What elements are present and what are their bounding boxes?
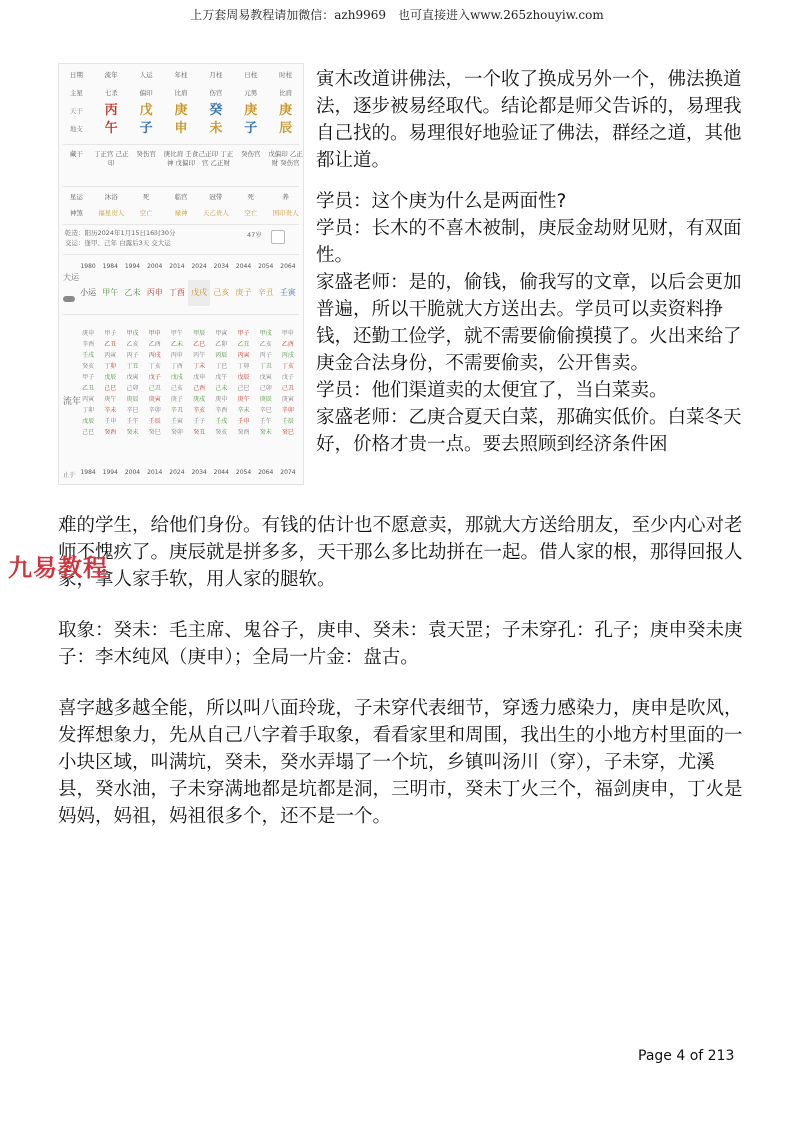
- liunian-cell: 庚子: [170, 396, 183, 403]
- end-years-row: [77, 466, 299, 480]
- chart-gods-row: [59, 86, 303, 100]
- liunian-cell: 庚辰: [259, 396, 272, 403]
- paragraph: 学员：他们渠道卖的太便宜了，当白菜卖。: [316, 380, 668, 401]
- liunian-cell: 乙丑: [104, 341, 117, 348]
- chart-hidden-row: [59, 150, 303, 178]
- chart-cell: 癸伤官: [240, 150, 261, 158]
- liunian-cell: 丁巳: [215, 363, 228, 370]
- chart-cell: 流年: [104, 71, 118, 79]
- liunian-cell: 壬辰: [281, 418, 294, 425]
- liunian-cell: 丙戌: [281, 352, 294, 359]
- liunian-cell: 壬子: [193, 418, 206, 425]
- liunian-cell: 癸巳: [281, 429, 294, 436]
- chart-cell: 死: [142, 193, 150, 201]
- chart-cell: 1984: [80, 469, 96, 476]
- chart-cell: 比肩: [174, 89, 188, 97]
- chart-cell: 空亡: [244, 209, 258, 217]
- chart-cell: 主星: [69, 89, 83, 97]
- chart-cell: 冠带: [209, 193, 223, 201]
- liunian-cell: 甲申: [281, 330, 294, 337]
- liunian-cell: 庚寅: [148, 396, 161, 403]
- liunian-cell: 癸亥: [215, 429, 228, 436]
- liunian-cell: 壬申: [237, 418, 250, 425]
- liunian-cell: 己亥: [170, 385, 183, 392]
- chart-cell: 日期: [69, 71, 83, 79]
- liunian-cell: 癸酉: [237, 429, 250, 436]
- chart-divider: [63, 254, 299, 255]
- chart-cell: 乙未: [124, 288, 141, 297]
- paragraph: 寅木改道讲佛法，一个收了换成另外一个，佛法换道法，逐步被易经取代。结论都是师父告诉的，易理我自己找的。易理很好地验证了佛法，群经之道，其他都让道。: [316, 69, 742, 171]
- liunian-cell: 己丑: [148, 385, 161, 392]
- liunian-cell: 戊子: [281, 374, 294, 381]
- chart-cell: 丙申: [146, 288, 163, 297]
- chart-cell: 2064: [280, 263, 296, 270]
- paragraph: 学员：这个庚为什么是两面性?: [316, 191, 567, 212]
- chart-labels-row: [59, 68, 303, 82]
- liunian-cell: 庚申: [82, 330, 95, 337]
- chart-info: [65, 228, 176, 248]
- liunian-cell: 戊午: [215, 374, 228, 381]
- chart-cell: 年柱: [174, 71, 188, 79]
- liunian-cell: 丁未: [193, 363, 206, 370]
- chart-cell: 藏干: [69, 150, 83, 158]
- liunian-cell: 丙寅: [82, 396, 95, 403]
- chart-cell: 天干: [69, 107, 83, 115]
- liunian-cell: 辛巳: [126, 407, 139, 414]
- liunian-cell: 戊申: [193, 374, 206, 381]
- liunian-cell: 丁酉: [170, 363, 183, 370]
- liunian-cell: 癸丑: [193, 429, 206, 436]
- watermark: 九易教程: [8, 554, 108, 582]
- chart-cell: 2054: [235, 469, 252, 476]
- liunian-cell: 丙申: [170, 352, 183, 359]
- chart-shensha-row: [59, 206, 303, 220]
- chart-cell: 2024: [169, 469, 185, 476]
- chart-cell: 壬寅: [279, 288, 296, 297]
- chart-cell: 死: [247, 193, 254, 201]
- liunian-cell: 辛酉: [215, 407, 228, 414]
- liunian-cell: 乙酉: [148, 341, 161, 348]
- spacer: [316, 174, 744, 188]
- liunian-cell: 丁丑: [126, 363, 139, 370]
- liunian-cell: 戊辰: [104, 374, 117, 381]
- liunian-cell: 丁亥: [148, 363, 161, 370]
- liunian-cell: 甲寅: [215, 330, 228, 337]
- chart-cell: 2014: [169, 263, 185, 270]
- liunian-cell: 辛卯: [281, 407, 294, 414]
- chart-cell: 伤官: [209, 89, 223, 97]
- liunian-cell: 戊寅: [126, 374, 139, 381]
- chart-cell: 2044: [235, 263, 252, 270]
- continued-paragraph: 难的学生，给他们身份。有钱的估计也不愿意卖，那就大方送给朋友，至少内心对老师不愧疚了。庚辰就是拼多多，天干那么多比劫拼在一起。借人家的根，那得回报人家，拿人家手软，用人家的腿软。: [58, 515, 743, 590]
- branch-cell: 午: [104, 121, 118, 136]
- chart-divider: [63, 224, 299, 225]
- liunian-cell: 戊子: [148, 374, 161, 381]
- liunian-cell: 己巳: [237, 385, 250, 392]
- chart-cell: 2034: [191, 469, 207, 476]
- chart-cell: 2004: [147, 263, 163, 270]
- end-label: 止于: [63, 472, 76, 479]
- liunian-cell: 丙午: [193, 352, 206, 359]
- chart-cell: 时柱: [279, 71, 293, 79]
- expand-icon[interactable]: [271, 230, 285, 244]
- chart-cell: 星运: [69, 193, 83, 201]
- branch-cell: 子: [244, 121, 258, 136]
- liunian-cell: 癸巳: [148, 429, 161, 436]
- liunian-cell: 己巳: [104, 385, 117, 392]
- chart-cell: 地支: [69, 125, 83, 133]
- chart-cell: 人运: [139, 71, 153, 79]
- paragraph: 家盛老师：乙庚合夏天白菜，那确实低价。白菜冬天好，价格才贵一点。要去照顾到经济条件困: [316, 407, 742, 455]
- chart-star-row: [59, 190, 303, 204]
- liunian-cell: 丙子: [126, 352, 139, 359]
- liunian-cell: 己未: [215, 385, 228, 392]
- liunian-cell: 甲戌: [259, 330, 272, 337]
- liunian-cell: 辛酉: [82, 341, 95, 348]
- chart-divider: [63, 186, 299, 187]
- liunian-cell: 戊辰: [237, 374, 250, 381]
- chart-info-line: 乾造：阳历2024年1月15日16时30分: [65, 229, 176, 237]
- chart-cell: 己亥: [213, 288, 230, 297]
- chart-cell: 2034: [213, 263, 229, 270]
- chart-cell: 1980: [80, 263, 96, 270]
- chart-cell: 沐浴: [104, 193, 118, 201]
- liunian-cell: 乙酉: [281, 341, 294, 348]
- liunian-cell: 己卯: [259, 385, 272, 392]
- chart-cell: 养: [282, 193, 289, 201]
- column-text: [316, 66, 744, 458]
- quxiang-paragraph: 取象：癸未：毛主席、鬼谷子，庚申、癸未：袁天罡；子未穿孔：孔子；庚申癸未庚子：李木纯风（庚申）；全局一片金：盘古。: [58, 620, 743, 668]
- dayun-years-row: [77, 260, 299, 274]
- chart-cell: 神煞: [69, 209, 83, 217]
- stem-cell: 癸: [209, 103, 223, 118]
- liunian-cell: 壬午: [126, 418, 139, 425]
- chart-cell: 丁酉: [168, 288, 185, 297]
- chart-branches-row: [59, 120, 303, 138]
- chart-cell: 小运: [80, 288, 97, 297]
- liunian-cell: 壬辰: [148, 418, 161, 425]
- liunian-cell: 乙亥: [259, 341, 272, 348]
- liunian-cell: 庚午: [237, 396, 250, 403]
- liunian-cell: 壬寅: [170, 418, 183, 425]
- xizi-paragraph: 喜字越多越全能，所以叫八面玲珑，子未穿代表细节，穿透力感染力，庚申是吹风，发挥想象力，先从自己八字着手取象，看看家里和周围，我出生的小地方村里面的一小块区域，叫满坑，癸未，癸水弄塌了一个坑，乡镇叫汤川（穿），子未穿，尤溪县，癸水油，子未穿满地都是坑都是洞，三明市，癸未丁火三个，福剑庚申，丁火是妈妈，妈祖，妈祖很多个，还不是一个。: [58, 698, 743, 827]
- liunian-label: 流年: [63, 397, 82, 407]
- liunian-cell: 壬戌: [82, 352, 95, 359]
- liunian-cell: 甲申: [148, 330, 161, 337]
- liunian-cell: 乙亥: [126, 341, 139, 348]
- liunian-cell: 甲子: [237, 330, 250, 337]
- dayun-pillars-row: [77, 280, 299, 306]
- chart-cell: 元男: [244, 89, 258, 97]
- liunian-cell: 丁卯: [104, 363, 117, 370]
- chart-info-line: 交运：逢甲、己年 白露后3天 交大运: [65, 239, 171, 247]
- liunian-cell: 丙戌: [148, 352, 161, 359]
- stem-cell: 庚: [244, 103, 258, 118]
- dayun-label: 大运: [63, 273, 79, 282]
- liunian-cell: 壬午: [259, 418, 272, 425]
- chart-cell: 福星贵人: [98, 209, 125, 217]
- liunian-cell: 己巳: [82, 429, 95, 436]
- liunian-cell: 甲辰: [193, 330, 206, 337]
- liunian-grid: [77, 328, 299, 436]
- liunian-cell: 丁丑: [259, 363, 272, 370]
- liunian-cell: 庚寅: [281, 396, 294, 403]
- chart-cell: 1994: [124, 263, 141, 270]
- bazi-chart-image: [58, 63, 304, 485]
- liunian-cell: 甲子: [82, 374, 95, 381]
- liunian-cell: 戊辰: [82, 418, 95, 425]
- chart-cell: 2044: [213, 469, 229, 476]
- liunian-cell: 丙寅: [237, 352, 250, 359]
- branch-cell: 辰: [279, 121, 293, 136]
- page-header: 上万套周易教程请加微信：azh9969 也可直接进入www.265zhouyiw.com: [190, 8, 604, 22]
- liunian-cell: 乙卯: [215, 341, 228, 348]
- chart-divider: [63, 314, 299, 315]
- liunian-cell: 丁亥: [281, 363, 294, 370]
- liunian-cell: 丁卯: [237, 363, 250, 370]
- paragraph: 学员：长木的不喜木被制，庚辰金劫财见财，有双面性。: [316, 218, 742, 266]
- liunian-cell: 戊戌: [170, 374, 183, 381]
- liunian-cell: 壬戌: [215, 418, 228, 425]
- chart-divider: [63, 144, 299, 145]
- stem-cell: 戊: [139, 103, 153, 118]
- liunian-cell: 己卯: [126, 385, 139, 392]
- liunian-cell: 癸未: [259, 429, 272, 436]
- chart-cell: 空亡: [139, 209, 153, 217]
- chart-stems-row: [59, 102, 303, 120]
- stem-cell: 庚: [174, 103, 188, 118]
- chart-cell: 2004: [124, 469, 141, 476]
- chart-cell: 己正印 丁正官 乙正财: [198, 150, 234, 167]
- liunian-cell: 庚戌: [193, 396, 206, 403]
- chart-cell: 辛丑: [257, 288, 274, 297]
- liunian-cell: 辛卯: [148, 407, 161, 414]
- liunian-cell: 己丑: [281, 385, 294, 392]
- page-number: Page 4 of 213: [638, 1048, 735, 1064]
- chart-cell: 月柱: [209, 71, 223, 79]
- chart-cell: 七杀: [104, 89, 118, 97]
- liunian-cell: 丙子: [259, 352, 272, 359]
- liunian-cell: 甲戌: [126, 330, 139, 337]
- liunian-cell: 乙未: [170, 341, 183, 348]
- stem-cell: 丙: [104, 103, 118, 118]
- chart-cell: 2014: [147, 469, 163, 476]
- liunian-cell: 庚午: [104, 396, 117, 403]
- chart-cell: 丁正官 己正印: [94, 150, 129, 167]
- chart-cell: 偏印: [139, 89, 153, 97]
- liunian-cell: 乙丑: [237, 341, 250, 348]
- liunian-cell: 壬申: [104, 418, 117, 425]
- liunian-cell: 辛亥: [193, 407, 206, 414]
- chart-cell: 1994: [102, 469, 118, 476]
- toggle-switch[interactable]: [63, 296, 75, 302]
- chart-cell: 天乙贵人: [202, 209, 229, 217]
- liunian-cell: 己酉: [193, 385, 206, 392]
- chart-cell: 1984: [102, 263, 118, 270]
- liunian-cell: 戊寅: [259, 374, 272, 381]
- liunian-cell: 辛未: [237, 407, 250, 414]
- chart-cell: 戊戌: [188, 280, 210, 306]
- chart-cell: 癸伤官: [136, 150, 156, 158]
- chart-cell: 临官: [174, 193, 188, 201]
- liunian-cell: 辛丑: [170, 407, 183, 414]
- liunian-cell: 乙巳: [193, 341, 206, 348]
- branch-cell: 申: [174, 121, 188, 136]
- stem-cell: 庚: [279, 103, 293, 118]
- liunian-cell: 丁卯: [82, 407, 95, 414]
- chart-cell: 国印贵人: [272, 209, 299, 217]
- liunian-cell: 甲午: [170, 330, 183, 337]
- branch-cell: 未: [209, 121, 223, 136]
- chart-cell: 日柱: [244, 71, 258, 79]
- chart-cell: 甲午: [102, 288, 119, 297]
- liunian-cell: 癸酉: [104, 429, 117, 436]
- chart-cell: 比肩: [279, 89, 293, 97]
- chart-age: 47岁: [247, 231, 262, 239]
- liunian-cell: 乙丑: [82, 385, 95, 392]
- liunian-cell: 癸卯: [170, 429, 183, 436]
- liunian-cell: 庚辰: [126, 396, 139, 403]
- liunian-cell: 癸未: [126, 429, 139, 436]
- chart-cell: 庚子: [235, 288, 252, 297]
- chart-cell: 2074: [280, 469, 296, 476]
- liunian-cell: 甲子: [104, 330, 117, 337]
- paragraph: 家盛老师：是的，偷钱，偷我写的文章，以后会更加普遍，所以干脆就大方送出去。学员可以卖资料挣钱，还勤工俭学，就不需要偷偷摸摸了。火出来给了庚金合法身份，不需要偷卖，公开售卖。: [316, 272, 742, 374]
- liunian-cell: 庚申: [215, 396, 228, 403]
- liunian-cell: 丙寅: [104, 352, 117, 359]
- liunian-cell: 癸亥: [82, 363, 95, 370]
- chart-cell: 庚比肩 壬食神 戊偏印: [163, 150, 199, 167]
- liunian-cell: 丙辰: [215, 352, 228, 359]
- liunian-cell: 辛巳: [259, 407, 272, 414]
- chart-cell: 戊偏印 乙正财 癸伤官: [268, 150, 303, 167]
- chart-cell: 2064: [258, 469, 274, 476]
- liunian-cell: 辛未: [104, 407, 117, 414]
- chart-cell: 禄神: [174, 209, 188, 217]
- chart-cell: 2054: [258, 263, 274, 270]
- chart-cell: 2024: [191, 263, 207, 270]
- branch-cell: 子: [139, 121, 153, 136]
